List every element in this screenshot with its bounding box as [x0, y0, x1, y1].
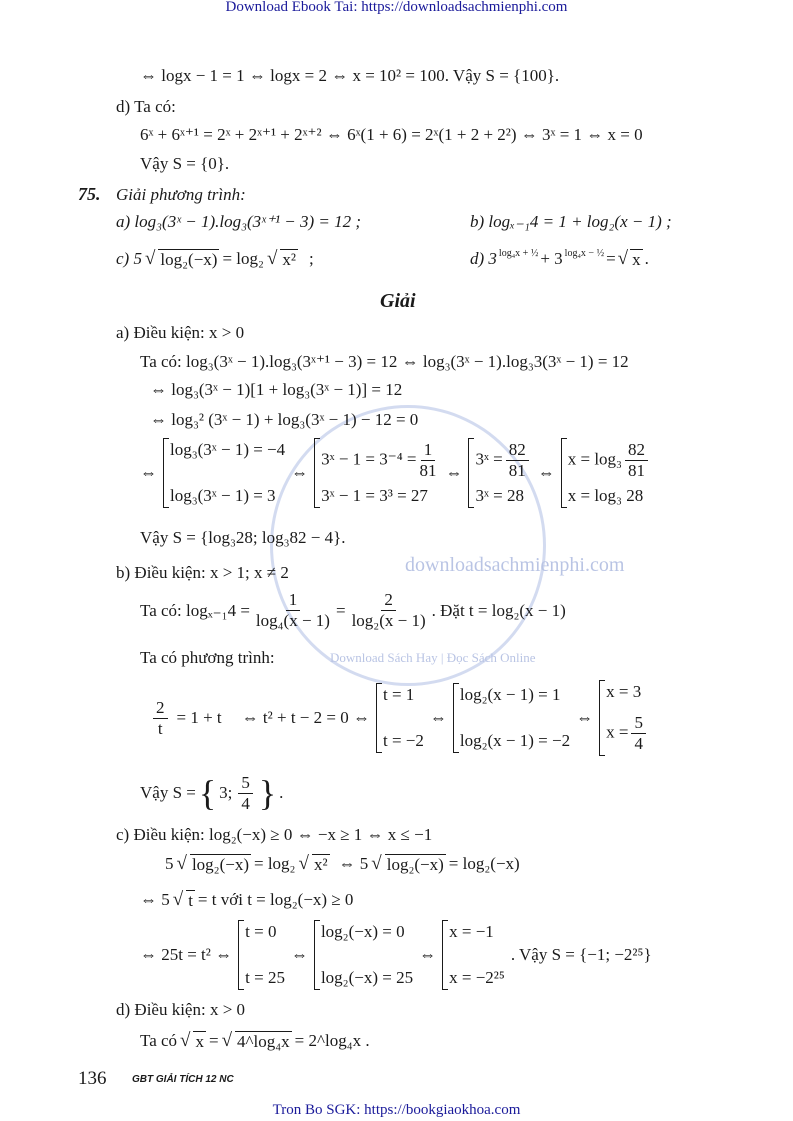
watermark-slogan: Download Sách Hay | Đọc Sách Online	[330, 650, 536, 665]
prev-d-answer: Vậy S = {0}.	[140, 154, 230, 173]
exercise-c: c) 5 √ log₂(−x) = log₂ √ x² ;	[116, 248, 314, 269]
a-condition: a) Điều kiện: x > 0	[116, 323, 245, 342]
b-answer: Vậy S = { 3; $\frac{5}{4}$ } .	[140, 772, 284, 813]
a-line-2: ⇔ log₃(3ˣ − 1)[1 + log₃(3ˣ − 1)] = 12	[150, 380, 403, 399]
b-line-2: Ta có phương trình:	[140, 648, 275, 667]
book-title: GBT GIẢI TÍCH 12 NC	[132, 1074, 234, 1085]
a-line-1: Ta có: log₃(3ˣ − 1).log₃(3ˣ⁺¹ − 3) = 12 ⇔ log₃(3ˣ − 1).log₃3(3ˣ − 1) = 12	[140, 352, 629, 371]
prev-line: ⇔ logx − 1 = 1 ⇔ logx = 2 ⇔ x = 10² = 100. Vậy S = {100}.	[140, 66, 560, 85]
exercise-title: Giải phương trình:	[116, 185, 246, 204]
b-line-1: Ta có: logₓ₋₁4 = $\frac{1}{\text{log₄(x − 1)}}$ = $\frac{2}{\text{log₂(x − 1)}}$ . Đặt t = log₂(x − 1)	[140, 590, 566, 630]
c-line-2: ⇔ 5 √ t = t với t = log₂(−x) ≥ 0	[140, 889, 354, 910]
prev-d-equation: 6ˣ + 6ˣ⁺¹ = 2ˣ + 2ˣ⁺¹ + 2ˣ⁺² ⇔ 6ˣ(1 + 6) = 2ˣ(1 + 2 + 2²) ⇔ 3ˣ = 1 ⇔ x = 0	[140, 125, 643, 144]
d-condition: d) Điều kiện: x > 0	[116, 1000, 246, 1019]
d-line-1: Ta có √ x = √ 4^log₄x = 2^log₄x .	[140, 1030, 370, 1051]
exercise-number: 75.	[78, 184, 101, 204]
a-systems: ⇔ log₃(3ˣ − 1) = −4 log₃(3ˣ − 1) = 3 ⇔ 3ˣ − 1 = 3⁻⁴ = $\frac{1}{81}$ 3ˣ − 1 = 3³ = 27 ⇔ 3ˣ = $\frac{82}{81}$ 3ˣ = 28 ⇔ x = log₃ $\frac{82}{81}$ x = log₃ 28	[140, 438, 651, 508]
prev-d-label: d) Ta có:	[116, 97, 176, 116]
c-systems: ⇔ 25t = t² ⇔ t = 0 t = 25 ⇔ log₂(−x) = 0 log₂(−x) = 25 ⇔ x = −1 x = −2²⁵ . Vậy S = {−1; −2²⁵}	[140, 920, 652, 990]
page-number: 136	[78, 1068, 107, 1089]
a-line-3: ⇔ log₃² (3ˣ − 1) + log₃(3ˣ − 1) − 12 = 0	[150, 410, 419, 429]
c-condition: c) Điều kiện: log₂(−x) ≥ 0 ⇔ −x ≥ 1 ⇔ x ≤ −1	[116, 825, 433, 844]
header-link[interactable]: Download Ebook Tai: https://downloadsachmienphi.com	[225, 0, 568, 15]
exercise-d: d) 3 $^{log_4x + \frac{1}{2}}$ + 3 $^{log_4x - \frac{1}{2}}$ = √ x .	[470, 248, 649, 269]
exercise-b: b) logₓ₋₁4 = 1 + log₂(x − 1) ;	[470, 212, 672, 231]
solution-heading: Giải	[380, 290, 416, 312]
exercise-a: a) log₃(3ˣ − 1).log₃(3ˣ⁺¹ − 3) = 12 ;	[116, 212, 362, 231]
footer-link[interactable]: Tron Bo SGK: https://bookgiaokhoa.com	[272, 1102, 521, 1118]
watermark-site: downloadsachmienphi.com	[405, 554, 625, 576]
b-systems: $\frac{2}{t}$ = 1 + t ⇔ t² + t − 2 = 0 ⇔ t = 1 t = −2 ⇔ log₂(x − 1) = 1 log₂(x − 1) = −2 ⇔ x = 3 x = $\frac{5}{4}$	[150, 680, 649, 756]
c-line-1: 5 √ log₂(−x) = log₂ √ x² ⇔ 5 √ log₂(−x) = log₂(−x)	[165, 853, 520, 874]
b-condition: b) Điều kiện: x > 1; x ≠ 2	[116, 563, 289, 582]
a-answer: Vậy S = {log₃28; log₃82 − 4}.	[140, 528, 346, 547]
